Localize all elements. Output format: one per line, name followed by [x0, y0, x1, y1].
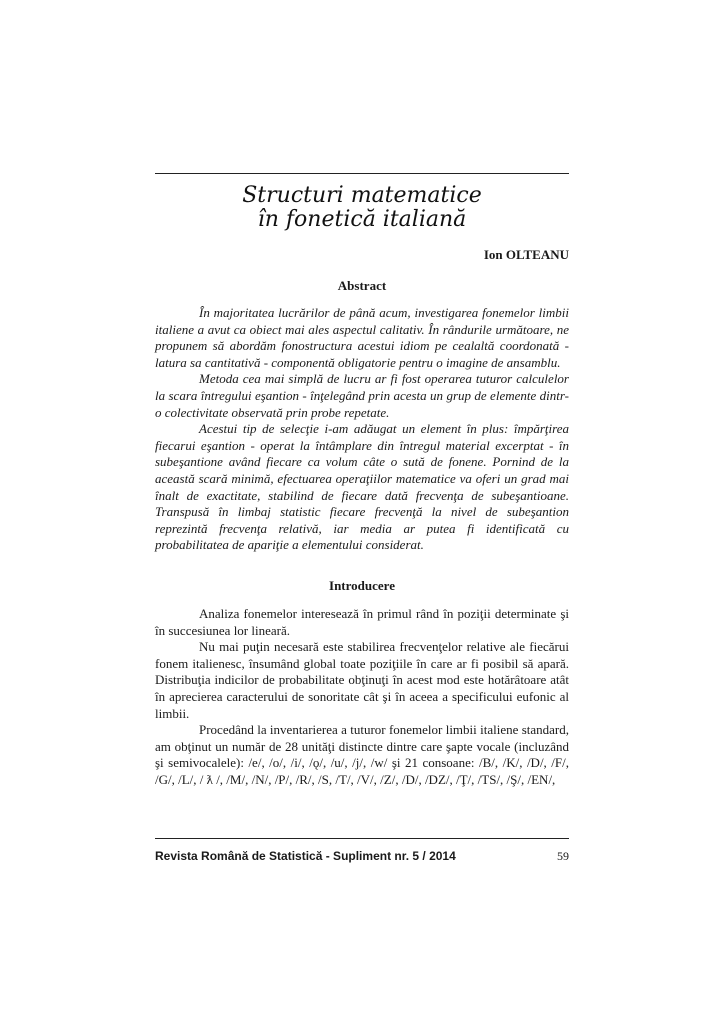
author-name: Ion OLTEANU [483, 247, 569, 262]
introduction-heading: Introducere [329, 578, 395, 593]
abstract-heading: Abstract [337, 278, 387, 293]
article-title [155, 184, 569, 232]
intro-paragraph-3: Procedând la inventarierea a tuturor fonemelor limbii italiene standard, am obţinut un număr de 28 unităţi distincte dintre care şapte vocale (incluzând şi semivocalele): /e/, /o/, /i/, /ǫ/, /u/, /j/, /w/ şi 21 consoane: /B/, /K/, /D/, /F/, /G/, /L/, / ƛ /, /M/, /N/, /P/, /R/, /S, /T/, /V/, /Z/, /D/, /DZ/, /Ţ/, /TS/, /Ş/, /EN/, [155, 722, 569, 787]
page-number: 59 [557, 849, 569, 863]
journal-citation: Revista Română de Statistică - Supliment nr. 5 / 2014 [155, 849, 456, 863]
intro-paragraph-1: Analiza fonemelor interesează în primul rând în poziţii determinate şi în succesiunea lor lineară. [155, 606, 569, 638]
abstract-paragraph-1: În majoritatea lucrărilor de până acum, investigarea fonemelor limbii italiene a avut ca obiect mai ales aspectul calitativ. În rândurile următoare, ne propunem să abordăm fonostructura acestui idiom pe cealaltă coordonată - latura sa cantitativă - componentă obligatorie pentru o imagine de ansamblu. [155, 305, 569, 370]
abstract-paragraph-2: Metoda cea mai simplă de lucru ar fi fost operarea tuturor calculelor la scara întregului eşantion - înţelegând prin acesta un grup de elemente dintr-o colectivitate observată prin probe repetate. [155, 371, 569, 420]
title-line-2: în fonetică italiană [257, 207, 467, 232]
title-line-1: Structuri matematice [242, 183, 482, 208]
introduction-body [155, 606, 569, 789]
header-rule [155, 173, 569, 174]
intro-paragraph-2: Nu mai puţin necesară este stabilirea frecvenţelor relative ale fiecărui fonem italienesc, însumând global toate poziţiile în care ar fi posibil să apară. Distribuţia indicilor de probabilitate obţinuţi în acest mod este hotărâtoare atât în aprecierea caracterului de sonoritate cât şi în aceea a specificului eufonic al limbii. [155, 639, 569, 721]
abstract-paragraph-3: Acestui tip de selecţie i-am adăugat un element în plus: împărţirea fiecarui eşantion - operat la întâmplare din întregul material excerptat - în subeşantione având fiecare ca volum câte o sută de fonene. Pornind de la această scară minimă, efectuarea operaţiilor matematice va oferi un grad mai înalt de exactitate, stabilind de fiecare dată frecvenţa de subeşantioane. Transpusă în limbaj statistic fiecare frecvenţă la nivel de subeşantion reprezintă frecvenţa relativă, iar media ar putea fi identificată cu probabilitatea de apariţie a elementului considerat. [155, 421, 569, 553]
footer-rule [155, 838, 569, 839]
abstract-body [155, 305, 569, 554]
